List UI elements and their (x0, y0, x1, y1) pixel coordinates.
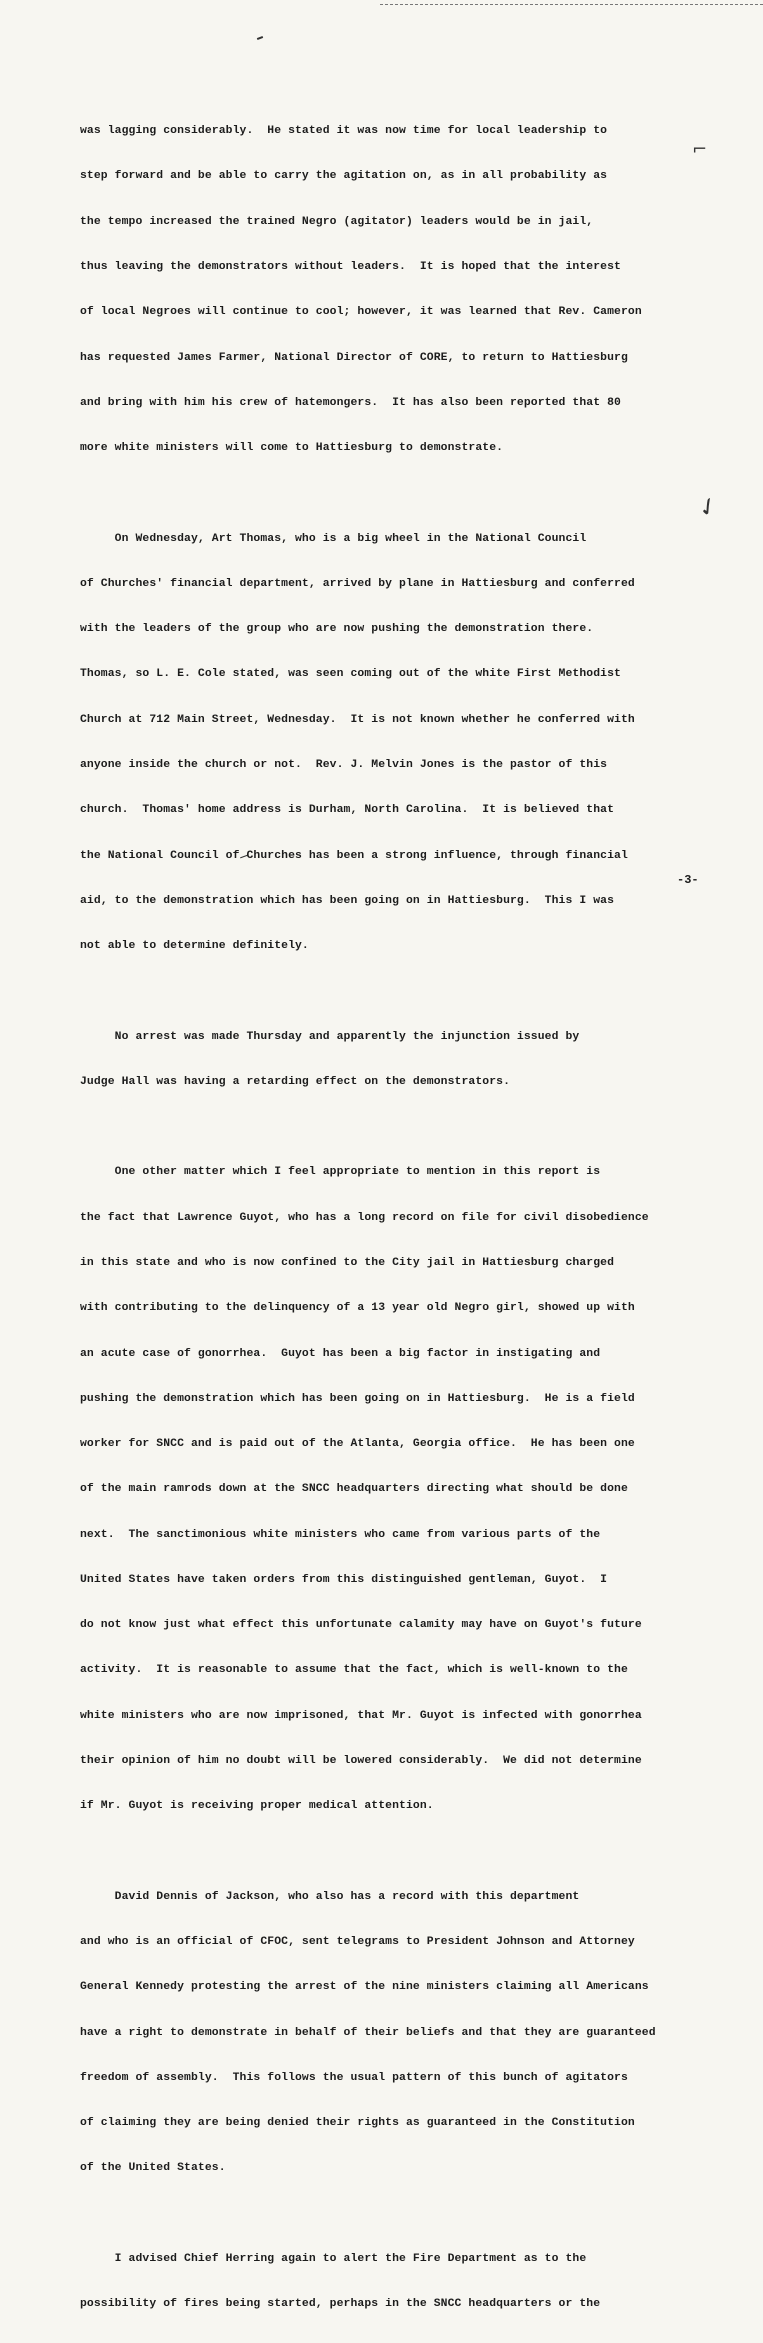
text-line: aid, to the demonstration which has been going on in Hattiesburg. This I was (80, 894, 615, 907)
text-line: David Dennis of Jackson, who also has a record with this department (80, 1890, 580, 1903)
text-line: the fact that Lawrence Guyot, who has a long record on file for civil disobedience (80, 1211, 649, 1224)
text-line: the National Council of Churches has been a strong influence, through financial (80, 849, 628, 862)
paragraph-chief-herring (80, 2222, 705, 2343)
text-line: and bring with him his crew of hatemongers. It has also been reported that 80 (80, 396, 621, 409)
handwritten-check-mark: ✓ (692, 489, 724, 525)
text-line: General Kennedy protesting the arrest of the nine ministers claiming all Americans (80, 1981, 649, 1994)
paragraph-no-arrest (80, 999, 705, 1120)
text-line: step forward and be able to carry the agitation on, as in all probability as (80, 170, 608, 183)
text-line: Judge Hall was having a retarding effect on the demonstrators. (80, 1075, 511, 1088)
text-line: of local Negroes will continue to cool; however, it was learned that Rev. Cameron (80, 306, 642, 319)
text-line: of claiming they are being denied their rights as guaranteed in the Constitution (80, 2117, 635, 2130)
text-line: activity. It is reasonable to assume that the fact, which is well-known to the (80, 1664, 628, 1677)
text-line: church. Thomas' home address is Durham, North Carolina. It is believed that (80, 804, 615, 817)
text-line: Thomas, so L. E. Cole stated, was seen coming out of the white First Methodist (80, 668, 621, 681)
text-line: pushing the demonstration which has been going on in Hattiesburg. He is a field (80, 1392, 635, 1405)
text-line: of Churches' financial department, arrived by plane in Hattiesburg and conferred (80, 577, 635, 590)
text-line: possibility of fires being started, perhaps in the SNCC headquarters or the (80, 2298, 601, 2311)
text-line: their opinion of him no doubt will be lowered considerably. We did not determine (80, 1755, 642, 1768)
page-number: -3- (677, 873, 699, 887)
paragraph-lagging (80, 94, 708, 486)
text-line: United States have taken orders from this distinguished gentleman, Guyot. I (80, 1573, 608, 1586)
text-line: in this state and who is now confined to the City jail in Hattiesburg charged (80, 1256, 615, 1269)
text-line: One other matter which I feel appropriate to mention in this report is (80, 1166, 601, 1179)
text-line: No arrest was made Thursday and apparently the injunction issued by (80, 1030, 580, 1043)
text-line: an acute case of gonorrhea. Guyot has been a big factor in instigating and (80, 1347, 601, 1360)
text-line: white ministers who are now imprisoned, that Mr. Guyot is infected with gonorrhea (80, 1709, 642, 1722)
text-line: freedom of assembly. This follows the usual pattern of this bunch of agitators (80, 2071, 628, 2084)
text-line: next. The sanctimonious white ministers who came from various parts of the (80, 1528, 601, 1541)
text-line: with contributing to the delinquency of a 13 year old Negro girl, showed up with (80, 1302, 635, 1315)
text-line: I advised Chief Herring again to alert the Fire Department as to the (80, 2252, 587, 2265)
text-line: not able to determine definitely. (80, 940, 309, 953)
text-line: of the United States. (80, 2162, 226, 2175)
paragraph-art-thomas (80, 501, 705, 984)
text-line: more white ministers will come to Hattiesburg to demonstrate. (80, 442, 504, 455)
text-line: do not know just what effect this unfortunate calamity may have on Guyot's future (80, 1619, 642, 1632)
scan-speck (257, 36, 263, 40)
text-line: worker for SNCC and is paid out of the Atlanta, Georgia office. He has been one (80, 1438, 635, 1451)
text-line: with the leaders of the group who are now pushing the demonstration there. (80, 623, 594, 636)
text-line: have a right to demonstrate in behalf of their beliefs and that they are guaranteed (80, 2026, 656, 2039)
text-line: thus leaving the demonstrators without leaders. It is hoped that the interest (80, 261, 621, 274)
paragraph-guyot (80, 1135, 705, 1844)
text-line: the tempo increased the trained Negro (agitator) leaders would be in jail, (80, 215, 594, 228)
text-line: if Mr. Guyot is receiving proper medical attention. (80, 1800, 434, 1813)
text-line: has requested James Farmer, National Director of CORE, to return to Hattiesburg (80, 351, 628, 364)
handwritten-margin-mark: ⌐ (692, 139, 708, 160)
text-line: and who is an official of CFOC, sent telegrams to President Johnson and Attorney (80, 1936, 635, 1949)
text-line: Church at 712 Main Street, Wednesday. It is not known whether he conferred with (80, 713, 635, 726)
document-body (80, 94, 708, 2343)
top-edge-rule (380, 0, 763, 5)
paragraph-david-dennis (80, 1860, 705, 2207)
text-line: was lagging considerably. He stated it was now time for local leadership to (80, 125, 608, 138)
text-line: of the main ramrods down at the SNCC headquarters directing what should be done (80, 1483, 628, 1496)
text-line: On Wednesday, Art Thomas, who is a big wheel in the National Council (80, 532, 587, 545)
text-line: anyone inside the church or not. Rev. J. Melvin Jones is the pastor of this (80, 759, 608, 772)
